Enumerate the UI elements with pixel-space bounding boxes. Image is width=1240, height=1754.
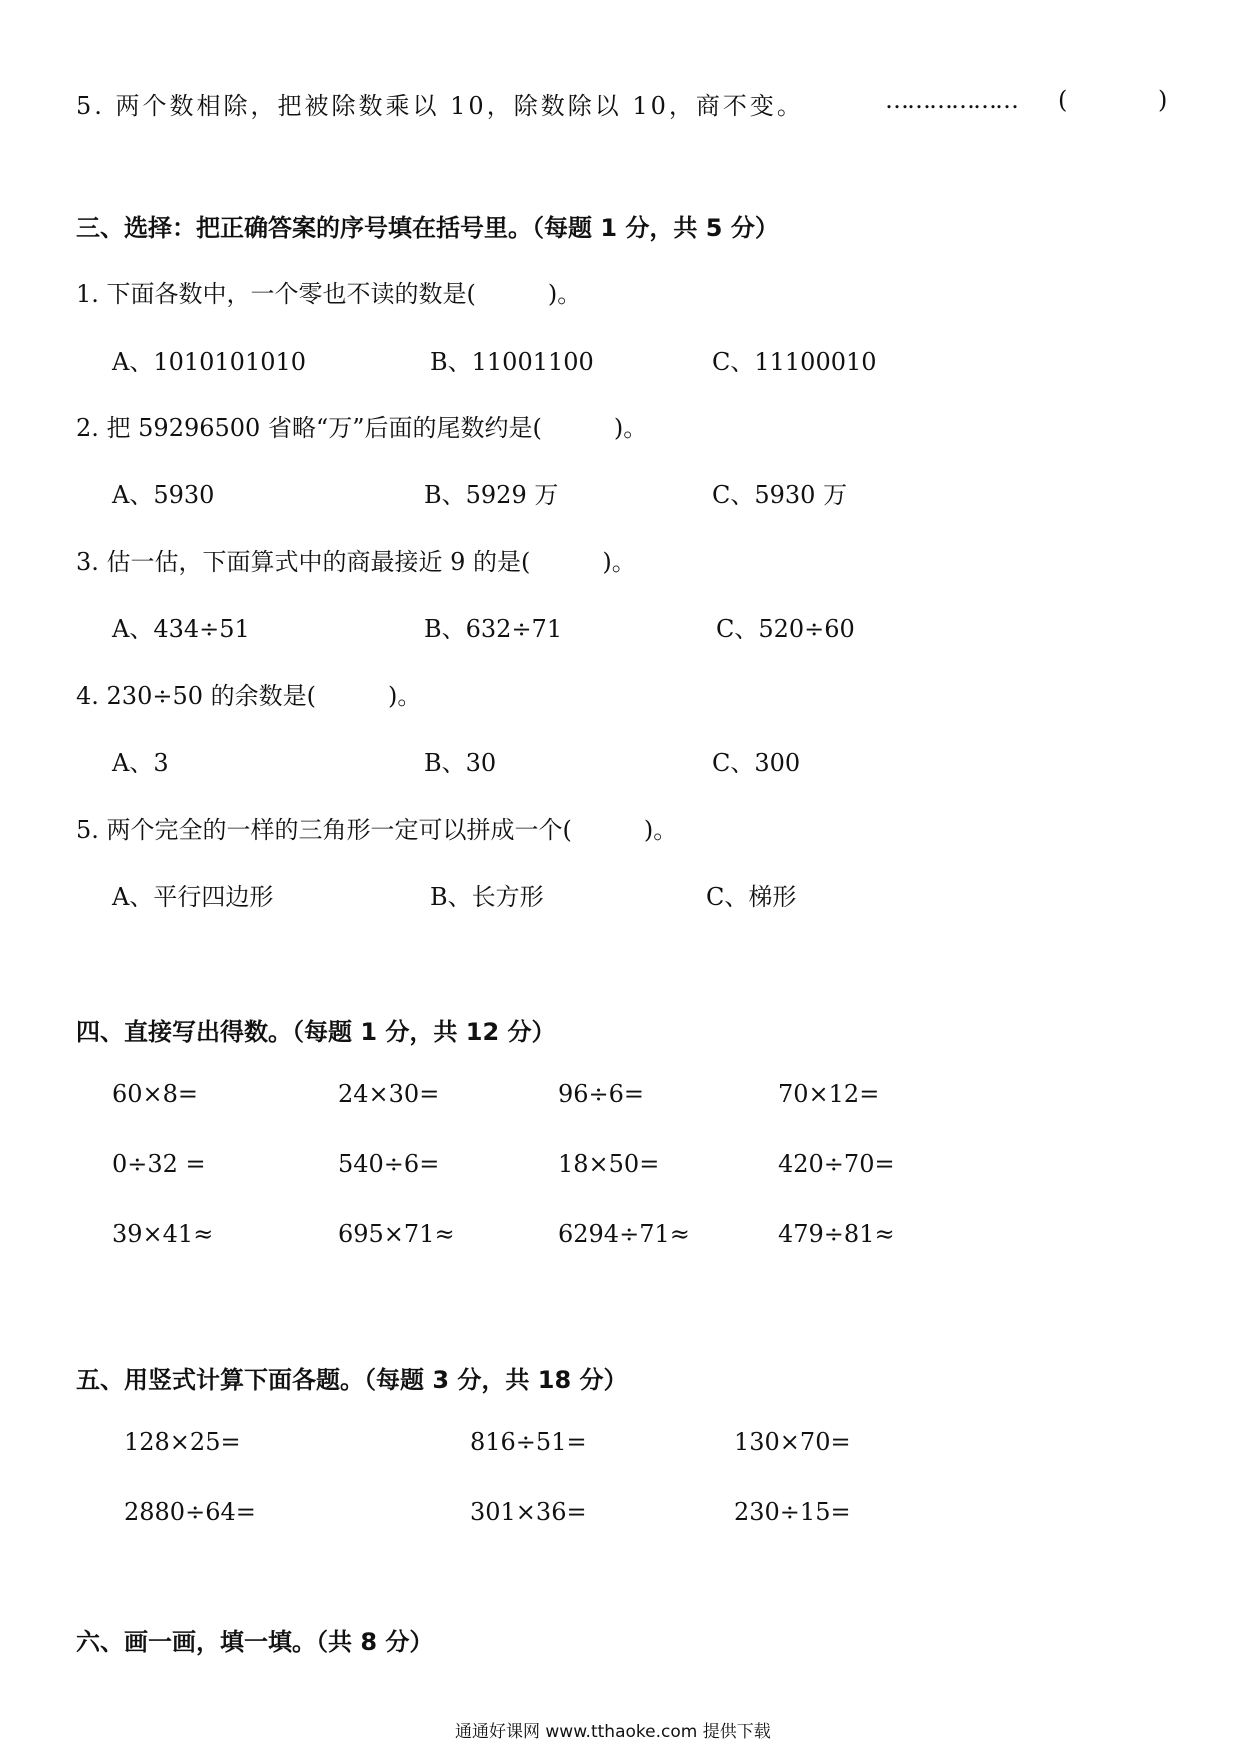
vertical-calc-item: 816÷51=: [470, 1428, 587, 1456]
vertical-calc-item: 301×36=: [470, 1498, 587, 1526]
oral-calc-item: 60×8=: [112, 1080, 199, 1108]
choice-question-2: 2. 把 59296500 省略“万”后面的尾数约是( )。: [76, 414, 648, 442]
option-4b[interactable]: B、30: [424, 749, 497, 777]
oral-calc-item: 24×30=: [338, 1080, 440, 1108]
oral-calc-item: 420÷70=: [778, 1150, 895, 1178]
option-2a[interactable]: A、5930: [112, 481, 215, 509]
section-4-title: 四、直接写出得数。（每题 1 分，共 12 分）: [76, 1018, 556, 1046]
oral-calc-item: 695×71≈: [338, 1220, 455, 1248]
choice-question-4: 4. 230÷50 的余数是( )。: [76, 682, 422, 710]
option-4a[interactable]: A、3: [112, 749, 169, 777]
option-1b[interactable]: B、11001100: [430, 348, 594, 376]
oral-calc-item: 6294÷71≈: [558, 1220, 690, 1248]
section-3-title: 三、选择：把正确答案的序号填在括号里。（每题 1 分，共 5 分）: [76, 214, 779, 242]
oral-calc-item: 39×41≈: [112, 1220, 214, 1248]
leader-dots: ………………: [885, 86, 1017, 114]
answer-paren-close: ): [1158, 86, 1168, 114]
option-4c[interactable]: C、300: [712, 749, 801, 777]
oral-calc-item: 70×12=: [778, 1080, 880, 1108]
option-2c[interactable]: C、5930 万: [712, 481, 848, 509]
answer-paren-open: (: [1058, 86, 1068, 114]
option-1c[interactable]: C、11100010: [712, 348, 877, 376]
option-3a[interactable]: A、434÷51: [112, 615, 250, 643]
oral-calc-item: 0÷32 =: [112, 1150, 206, 1178]
option-5b[interactable]: B、长方形: [430, 883, 544, 911]
oral-calc-item: 96÷6=: [558, 1080, 645, 1108]
option-5c[interactable]: C、梯形: [706, 883, 797, 911]
option-3b[interactable]: B、632÷71: [424, 615, 563, 643]
section-5-title: 五、用竖式计算下面各题。（每题 3 分，共 18 分）: [76, 1366, 628, 1394]
vertical-calc-item: 230÷15=: [734, 1498, 851, 1526]
vertical-calc-item: 2880÷64=: [124, 1498, 256, 1526]
option-2b[interactable]: B、5929 万: [424, 481, 559, 509]
option-1a[interactable]: A、1010101010: [112, 348, 307, 376]
choice-question-3: 3. 估一估，下面算式中的商最接近 9 的是( )。: [76, 548, 636, 576]
vertical-calc-item: 130×70=: [734, 1428, 851, 1456]
footer-source: 通通好课网 www.tthaoke.com 提供下载: [455, 1722, 771, 1742]
option-3c[interactable]: C、520÷60: [716, 615, 855, 643]
judge-question-5: 5. 两个数相除，把被除数乘以 10，除数除以 10，商不变。: [76, 92, 804, 120]
choice-question-1: 1. 下面各数中，一个零也不读的数是( )。: [76, 280, 582, 308]
oral-calc-item: 540÷6=: [338, 1150, 440, 1178]
oral-calc-item: 479÷81≈: [778, 1220, 895, 1248]
section-6-title: 六、画一画，填一填。（共 8 分）: [76, 1628, 434, 1656]
oral-calc-item: 18×50=: [558, 1150, 660, 1178]
choice-question-5: 5. 两个完全的一样的三角形一定可以拼成一个( )。: [76, 816, 678, 844]
option-5a[interactable]: A、平行四边形: [112, 883, 274, 911]
vertical-calc-item: 128×25=: [124, 1428, 241, 1456]
